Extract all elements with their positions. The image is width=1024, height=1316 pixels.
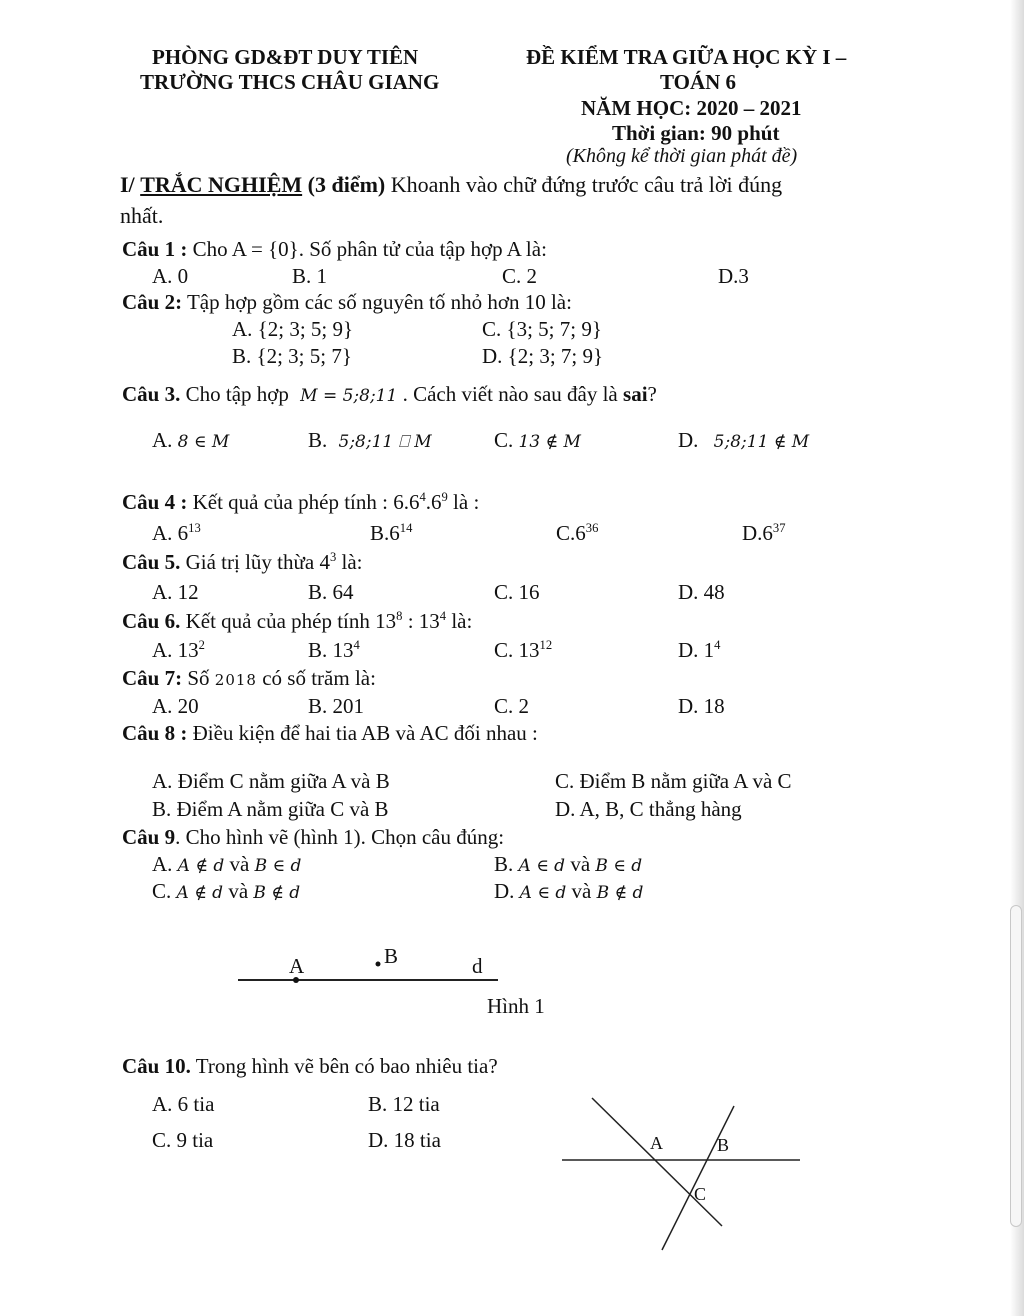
question-6-text-mid: : 13 [402, 609, 440, 633]
question-4-exponent-2: 9 [441, 490, 448, 504]
duration-note: (Không kể thời gian phát đề) [566, 145, 798, 167]
q9-option-a[interactable] [152, 852, 301, 877]
q6-option-b[interactable] [308, 638, 360, 663]
figure-1-label-d: d [472, 954, 483, 978]
q9-option-b[interactable] [494, 852, 642, 877]
q4-a-base: A. 6 [152, 521, 189, 545]
q3-b-value: 5;8;11 ⎕ M [338, 432, 432, 452]
question-3-label: Câu 3. [122, 382, 181, 406]
question-4-label: Câu 4 : [122, 490, 188, 514]
q8-option-c[interactable]: C. Điểm B nằm giữa A và C [555, 769, 792, 793]
q8-option-d[interactable]: D. A, B, C thẳng hàng [555, 797, 742, 821]
question-7-text-b: có số trăm là: [262, 666, 376, 690]
q4-c-base: C.6 [556, 521, 586, 545]
question-8-stem [122, 721, 538, 746]
question-3-text-b: . Cách viết nào sau đây là [402, 382, 618, 406]
q2-a-value: {2; 3; 5; 9} [257, 317, 354, 341]
question-6-text-a: Kết quả của phép tính 13 [185, 609, 397, 633]
question-5-text-a: Giá trị lũy thừa 4 [185, 550, 330, 574]
question-7-text-a: Số [187, 666, 210, 690]
q6-d-exponent: 4 [714, 638, 721, 652]
q2-d-value: {2; 3; 7; 9} [507, 344, 604, 368]
question-1-text-b: . Số phân tử của tập hợp A là: [298, 237, 547, 261]
q3-option-c[interactable] [494, 428, 581, 453]
question-10-stem [122, 1054, 498, 1079]
section-number: I/ [120, 172, 135, 197]
q4-b-base: B.6 [370, 521, 400, 545]
q6-a-exponent: 2 [198, 638, 205, 652]
exam-title: ĐỀ KIỂM TRA GIỮA HỌC KỲ I – [526, 45, 847, 69]
q9-a-first: A ∉ d [177, 856, 225, 876]
q7-option-d[interactable]: D. 18 [678, 694, 725, 718]
question-6-exponent-2: 4 [439, 609, 447, 623]
section-instruction: Khoanh vào chữ đứng trước câu trả lời đúng [390, 172, 783, 197]
q2-a-key: A. [232, 317, 253, 341]
q7-option-b[interactable]: B. 201 [308, 694, 365, 718]
question-3-stem [122, 382, 657, 407]
q6-a-base: A. 13 [152, 638, 199, 662]
q2-d-key: D. [482, 344, 503, 368]
q2-option-b[interactable] [232, 344, 352, 369]
question-4-text-b: là : [447, 490, 480, 514]
q9-d-key: D. [494, 879, 515, 903]
q5-option-d[interactable]: D. 48 [678, 580, 725, 604]
q9-c-key: C. [152, 879, 172, 903]
figure-2-diagram [550, 1090, 810, 1260]
q3-option-a[interactable] [152, 428, 229, 453]
question-1-set: {0} [268, 237, 299, 261]
q9-c-first: A ∉ d [176, 883, 224, 903]
question-7-number: 2018 [214, 671, 257, 689]
question-1-stem [122, 237, 547, 262]
q1-option-b[interactable]: B. 1 [292, 264, 328, 288]
q9-a-key: A. [152, 852, 173, 876]
question-6-text-b: là: [446, 609, 473, 633]
question-5-stem [122, 550, 363, 575]
section-title: TRẮC NGHIỆM [140, 172, 303, 197]
q6-c-exponent: 12 [539, 638, 553, 652]
point-b-dot [376, 962, 381, 967]
q9-b-key: B. [494, 852, 514, 876]
q6-b-exponent: 4 [353, 638, 360, 652]
question-9-text: . Cho hình vẽ (hình 1). Chọn câu đúng: [175, 825, 505, 849]
q4-option-d[interactable] [742, 521, 786, 546]
q3-option-b[interactable] [308, 428, 432, 453]
q9-d-first: A ∈ d [519, 883, 567, 903]
question-2-text: Tập hợp gồm các số nguyên tố nhỏ hơn 10 là: [186, 290, 572, 314]
section-heading [120, 172, 782, 198]
question-1-text-a: Cho A = [192, 237, 269, 261]
q9-c-and: và [228, 879, 249, 903]
q9-c-second: B ∉ d [253, 883, 301, 903]
question-3-expression: M = 5;8;11 [300, 386, 398, 406]
exam-duration: Thời gian: 90 phút [612, 121, 780, 145]
q2-c-value: {3; 5; 7; 9} [506, 317, 602, 341]
q1-option-a[interactable]: A. 0 [152, 264, 189, 288]
q2-option-c[interactable] [482, 317, 602, 342]
question-7-stem [122, 666, 376, 691]
q2-b-value: {2; 3; 5; 7} [256, 344, 352, 368]
q4-option-b[interactable] [370, 521, 412, 546]
q9-d-second: B ∉ d [596, 883, 644, 903]
figure-1-diagram [230, 940, 510, 1000]
q10-option-b[interactable]: B. 12 tia [368, 1092, 440, 1116]
question-5-label: Câu 5. [122, 550, 181, 574]
q9-option-c[interactable] [152, 879, 300, 904]
question-4-exponent-1: 4 [419, 490, 426, 504]
figure-1-label-a: A [289, 954, 305, 978]
q9-option-d[interactable] [494, 879, 643, 904]
q3-c-value: 13 ∉ M [518, 432, 581, 452]
q2-option-d[interactable] [482, 344, 603, 369]
q4-c-exponent: 36 [585, 521, 599, 535]
q8-option-a[interactable]: A. Điểm C nằm giữa A và B [152, 769, 390, 793]
question-3-text-a: Cho tập hợp [185, 382, 289, 406]
question-6-stem [122, 609, 472, 634]
q10-option-d[interactable]: D. 18 tia [368, 1128, 441, 1152]
q6-option-d[interactable] [678, 638, 720, 663]
question-4-text-a: Kết quả của phép tính : 6.6 [192, 490, 420, 514]
q3-a-value: 8 ∈ M [177, 432, 230, 452]
q9-b-and: và [570, 852, 591, 876]
question-9-stem [122, 825, 504, 850]
question-4-text-mid: .6 [425, 490, 442, 514]
question-2-stem [122, 290, 572, 315]
q4-a-exponent: 13 [188, 521, 201, 535]
q1-option-c[interactable]: C. 2 [502, 264, 538, 288]
diagonal-line-ac [592, 1098, 722, 1226]
q6-c-base: C. 13 [494, 638, 540, 662]
q2-c-key: C. [482, 317, 502, 341]
q9-a-second: B ∈ d [254, 856, 302, 876]
q9-b-first: A ∈ d [518, 856, 566, 876]
q3-a-key: A. [152, 428, 173, 452]
q3-c-key: C. [494, 428, 514, 452]
q4-option-c[interactable] [556, 521, 598, 546]
figure-2-label-c: C [694, 1184, 707, 1204]
q3-option-d[interactable] [678, 428, 809, 453]
q9-d-and: và [571, 879, 592, 903]
question-6-label: Câu 6. [122, 609, 181, 633]
q6-d-base: D. 1 [678, 638, 715, 662]
q6-b-base: B. 13 [308, 638, 354, 662]
q5-option-b[interactable]: B. 64 [308, 580, 354, 604]
figure-2-label-b: B [717, 1135, 730, 1155]
q5-option-a[interactable]: A. 12 [152, 580, 199, 604]
q2-b-key: B. [232, 344, 252, 368]
question-9-label: Câu 9 [122, 825, 176, 849]
scrollbar[interactable] [1010, 905, 1022, 1227]
school-name: TRƯỜNG THCS CHÂU GIANG [140, 70, 440, 94]
q4-d-base: D.6 [742, 521, 773, 545]
q5-option-c[interactable]: C. 16 [494, 580, 540, 604]
q6-option-a[interactable] [152, 638, 205, 663]
q7-option-c[interactable]: C. 2 [494, 694, 530, 718]
question-10-text: Trong hình vẽ bên có bao nhiêu tia? [195, 1054, 498, 1078]
q9-b-second: B ∈ d [595, 856, 643, 876]
question-1-label: Câu 1 : [122, 237, 188, 261]
school-department: PHÒNG GD&ĐT DUY TIÊN [152, 45, 419, 69]
figure-1-caption: Hình 1 [487, 994, 545, 1018]
q6-option-c[interactable] [494, 638, 552, 663]
question-8-text: Điều kiện để hai tia AB và AC đối nhau : [192, 721, 538, 745]
exam-subject: TOÁN 6 [660, 70, 737, 94]
question-4-stem [122, 490, 479, 515]
q8-option-b[interactable]: B. Điểm A nằm giữa C và B [152, 797, 389, 821]
question-5-exponent: 3 [329, 550, 337, 564]
q3-b-key: B. [308, 428, 328, 452]
question-5-text-b: là: [336, 550, 363, 574]
figure-2-label-a: A [650, 1133, 663, 1153]
question-6-exponent-1: 8 [396, 609, 403, 623]
q10-option-a[interactable]: A. 6 tia [152, 1092, 215, 1116]
question-3-emphasis: sai [623, 382, 648, 406]
figure-1-label-b: B [384, 944, 399, 968]
question-3-text-end: ? [647, 382, 657, 406]
q3-d-key: D. [678, 428, 699, 452]
question-7-label: Câu 7: [122, 666, 183, 690]
question-2-label: Câu 2: [122, 290, 183, 314]
question-8-label: Câu 8 : [122, 721, 188, 745]
school-year: NĂM HỌC: 2020 – 2021 [581, 96, 802, 120]
q3-d-value: 5;8;11 ∉ M [713, 432, 810, 452]
q4-option-a[interactable] [152, 521, 201, 546]
q2-option-a[interactable] [232, 317, 353, 342]
q7-option-a[interactable]: A. 20 [152, 694, 199, 718]
section-points: (3 điểm) [307, 172, 386, 197]
q10-option-c[interactable]: C. 9 tia [152, 1128, 214, 1152]
question-10-label: Câu 10. [122, 1054, 191, 1078]
section-instruction-cont: nhất. [120, 203, 164, 228]
q4-b-exponent: 14 [399, 521, 413, 535]
q4-d-exponent: 37 [772, 521, 786, 535]
q1-option-d[interactable]: D.3 [718, 264, 749, 288]
q9-a-and: và [229, 852, 250, 876]
